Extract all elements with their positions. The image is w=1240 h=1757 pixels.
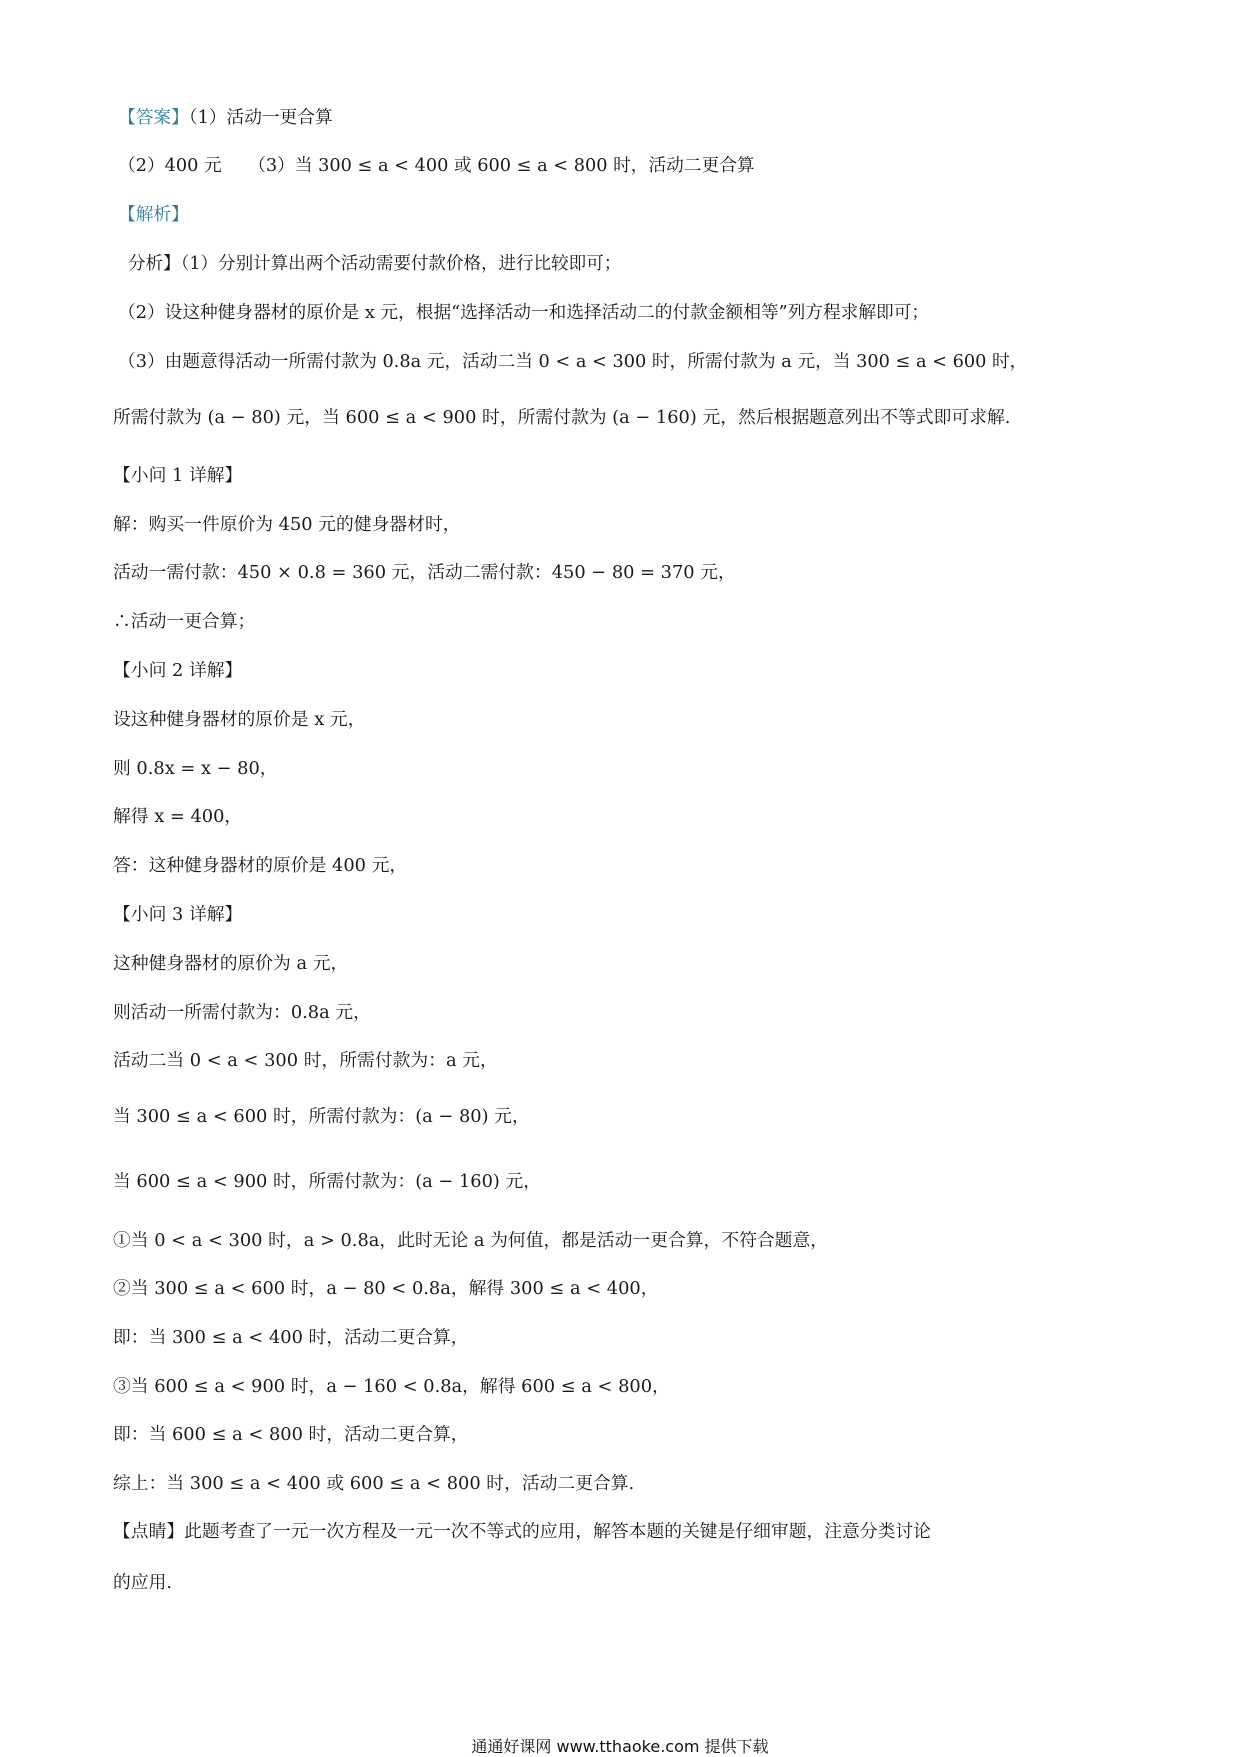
q3-line-6: ①当 0 < a < 300 时，a > 0.8a，此时无论 a 为何值，都是活动一更合算，不符合题意， [113, 1230, 829, 1251]
q2-line-4: 答：这种健身器材的原价是 400 元， [113, 855, 408, 876]
answer-line-1 [118, 110, 1240, 128]
q1-line-3: ∴活动一更合算； [113, 611, 256, 632]
q3-line-8: 即：当 300 ≤ a < 400 时，活动二更合算， [113, 1327, 469, 1348]
q1-title: 【小问 1 详解】 [113, 465, 243, 486]
answer-label: 【答案】 [118, 108, 189, 128]
q2-line-2: 则 0.8x = x − 80， [113, 758, 278, 779]
q2-line-1: 设这种健身器材的原价是 x 元， [113, 709, 366, 730]
analysis-label: 【解析】 [118, 205, 189, 225]
q3-line-3: 活动二当 0 < a < 300 时，所需付款为：a 元， [113, 1050, 498, 1071]
answer-part-1: （1）活动一更合算 [188, 108, 333, 128]
comment-line-1 [113, 1523, 1240, 1541]
q3-line-7: ②当 300 ≤ a < 600 时，a − 80 < 0.8a，解得 300 ≤ a < 400， [113, 1278, 659, 1299]
answer-line-2: （2）400 元 （3）当 300 ≤ a < 400 或 600 ≤ a < 800 时，活动二更合算 [118, 156, 755, 176]
analysis-para-3b: 所需付款为 (a − 80) 元，当 600 ≤ a < 900 时，所需付款为 (a − 160) 元，然后根据题意列出不等式即可求解. [113, 407, 1011, 428]
analysis-para-1: 分析】（1）分别计算出两个活动需要付款价格，进行比较即可； [128, 254, 622, 274]
q3-line-9: ③当 600 ≤ a < 900 时，a − 160 < 0.8a，解得 600 ≤ a < 800， [113, 1376, 670, 1397]
q3-title: 【小问 3 详解】 [113, 904, 243, 925]
analysis-para-3a: （3）由题意得活动一所需付款为 0.8a 元，活动二当 0 < a < 300 时，所需付款为 a 元，当 300 ≤ a < 600 时， [118, 352, 1028, 372]
q3-line-11: 综上：当 300 ≤ a < 400 或 600 ≤ a < 800 时，活动二更合算. [113, 1473, 635, 1494]
q2-title: 【小问 2 详解】 [113, 660, 243, 681]
comment-text: 此题考查了一元一次方程及一元一次不等式的应用，解答本题的关键是仔细审题，注意分类讨论 [184, 1521, 931, 1542]
comment-line-2: 的应用. [113, 1572, 172, 1593]
q3-line-1: 这种健身器材的原价为 a 元， [113, 953, 349, 974]
q3-line-4: 当 300 ≤ a < 600 时，所需付款为：(a − 80) 元， [113, 1106, 530, 1127]
q2-line-3: 解得 x = 400， [113, 806, 243, 827]
comment-label: 【点睛】 [113, 1521, 185, 1542]
analysis-para-2: （2）设这种健身器材的原价是 x 元，根据“选择活动一和选择活动二的付款金额相等”列方程求解即可； [118, 303, 930, 323]
q3-line-2: 则活动一所需付款为：0.8a 元， [113, 1002, 371, 1023]
page-footer: 通通好课网 www.tthaoke.com 提供下载 [471, 1737, 769, 1756]
q1-line-2: 活动一需付款：450 × 0.8 = 360 元，活动二需付款：450 − 80 = 370 元， [113, 562, 736, 583]
q3-line-10: 即：当 600 ≤ a < 800 时，活动二更合算， [113, 1424, 469, 1445]
q3-line-5: 当 600 ≤ a < 900 时，所需付款为：(a − 160) 元， [113, 1171, 542, 1192]
q1-line-1: 解：购买一件原价为 450 元的健身器材时， [113, 514, 461, 535]
